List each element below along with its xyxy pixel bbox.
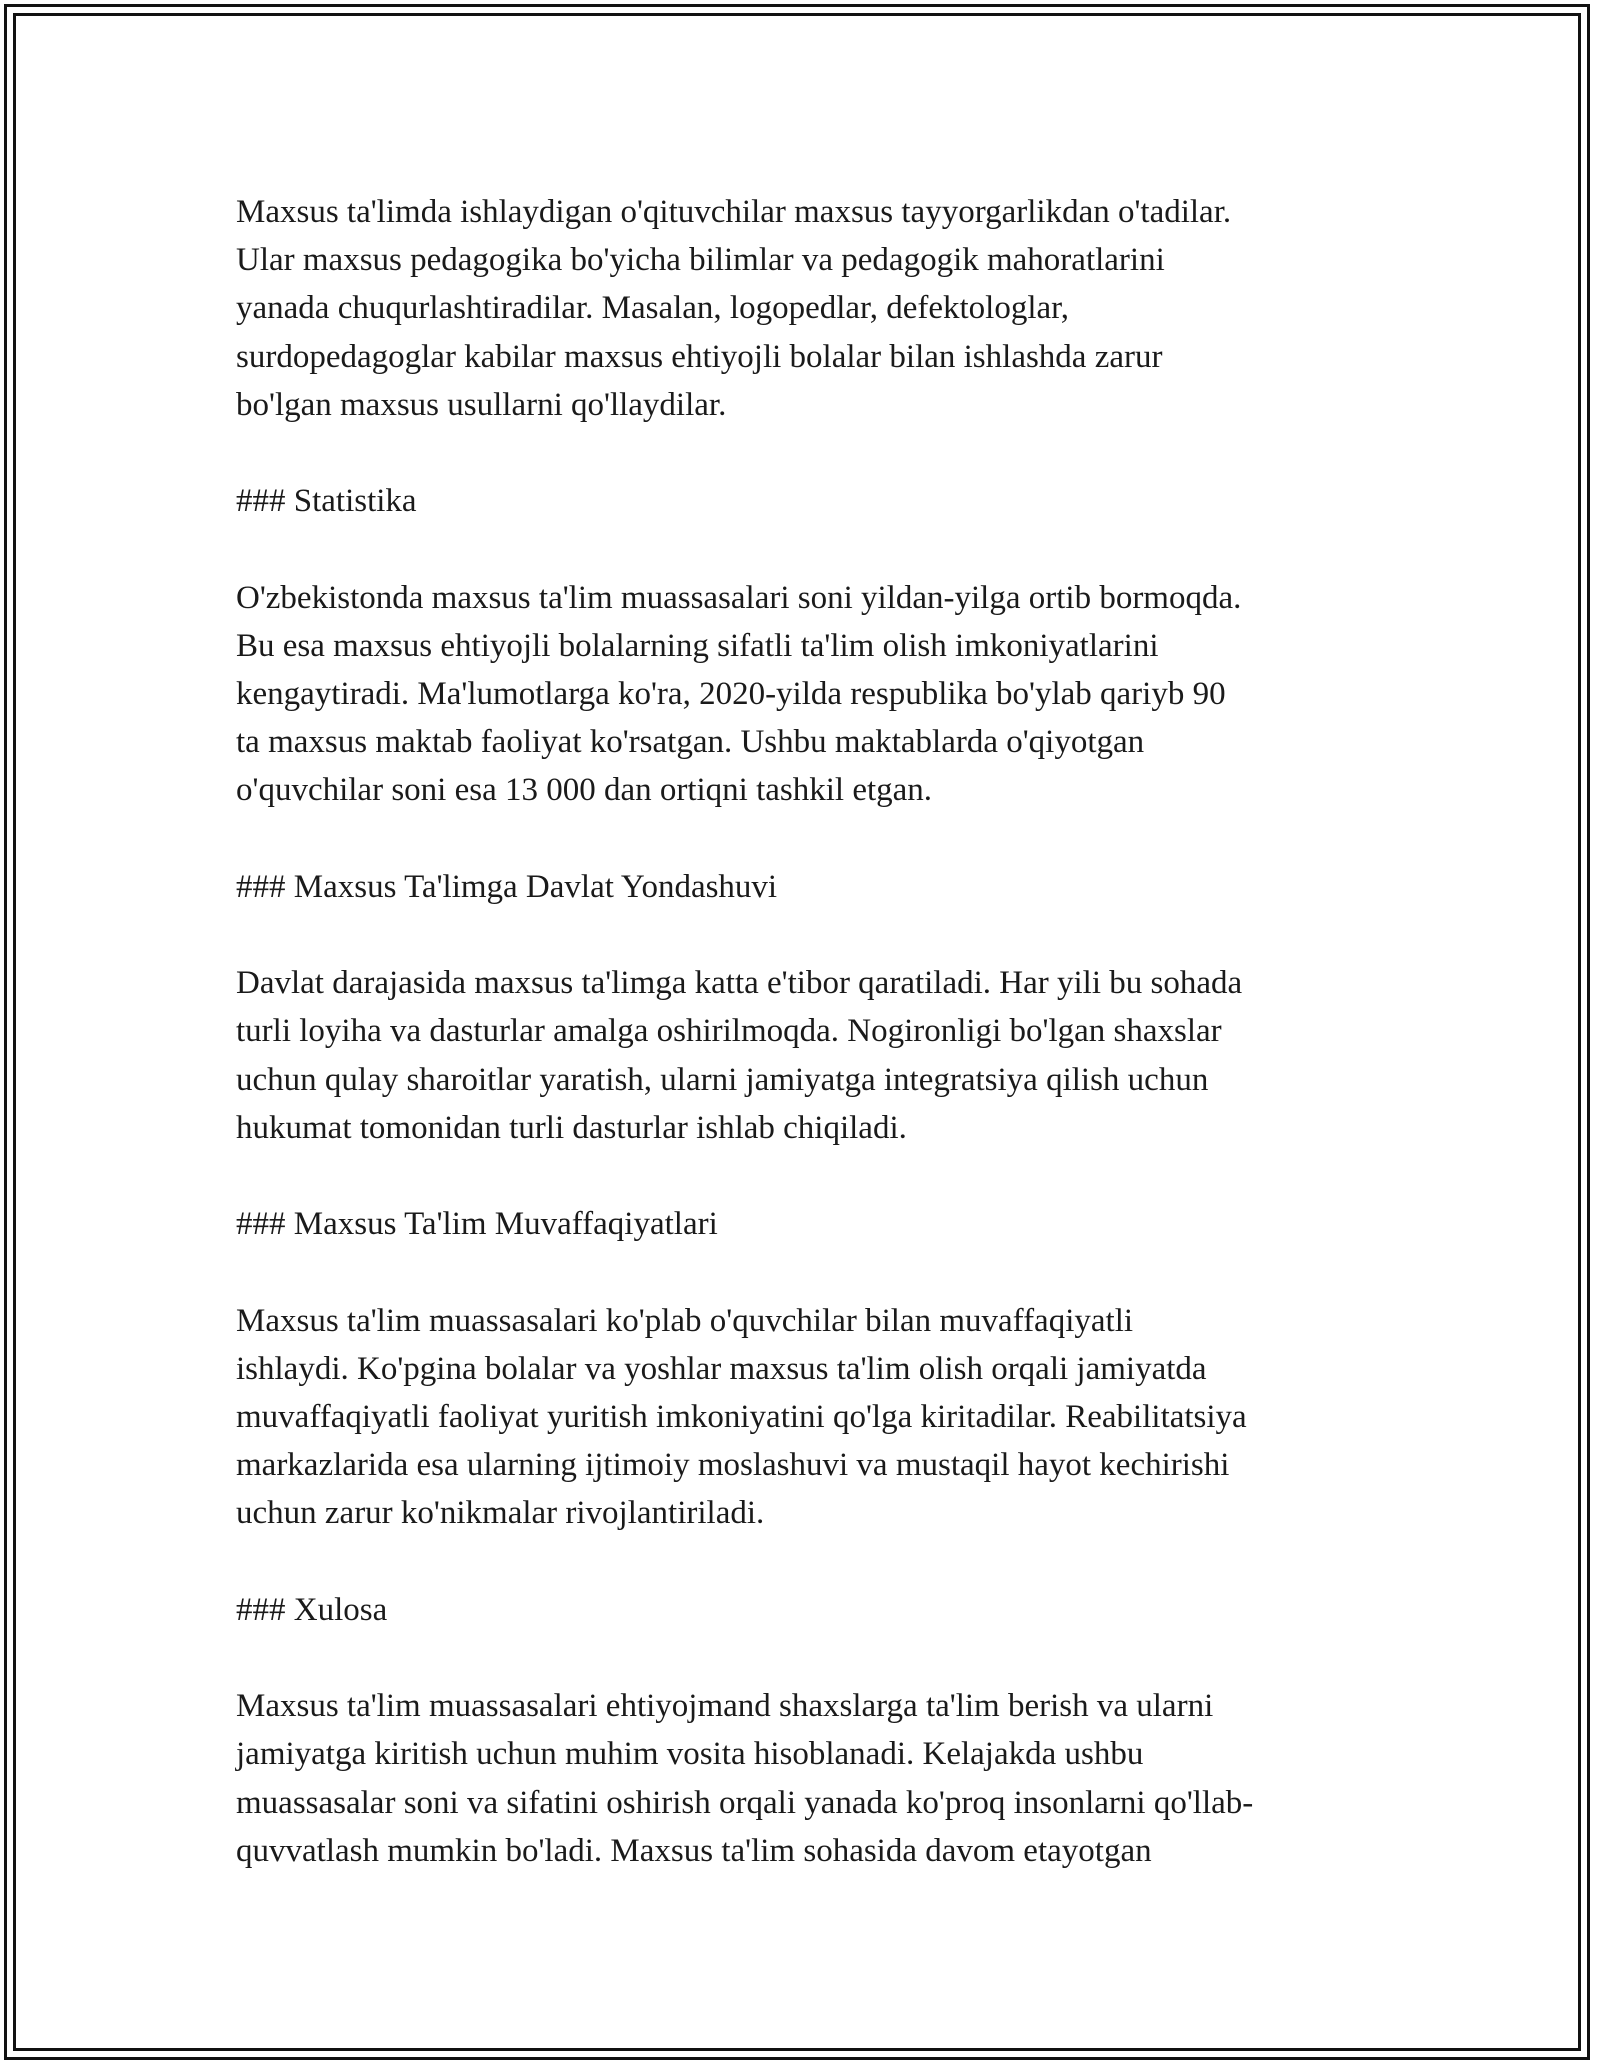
paragraph	[236, 1682, 1376, 1875]
text-line: quvvatlash mumkin bo'ladi. Maxsus ta'lim sohasida davom etayotgan	[236, 1832, 1152, 1869]
text-line: ishlaydi. Ko'pgina bolalar va yoshlar maxsus ta'lim olish orqali jamiyatda	[236, 1350, 1207, 1387]
text-line: kengaytiradi. Ma'lumotlarga ko'ra, 2020-yilda respublika bo'ylab qariyb 90	[236, 676, 1226, 712]
text-line: muassasalar soni va sifatini oshirish orqali yanada ko'proq insonlarni qo'llab-	[236, 1784, 1254, 1821]
paragraph	[236, 574, 1376, 815]
text-line: jamiyatga kiritish uchun muhim vosita hisoblanadi. Kelajakda ushbu	[236, 1736, 1144, 1773]
text-line: Bu esa maxsus ehtiyojli bolalarning sifatli ta'lim olish imkoniyatlarini	[236, 627, 1159, 664]
text-line: muvaffaqiyatli faoliyat yuritish imkoniyatini qo'lga kiritadilar. Reabilitatsiya	[236, 1398, 1247, 1435]
text-line: Davlat darajasida maxsus ta'limga katta e'tibor qaratiladi. Har yili bu sohada	[236, 965, 1243, 1002]
text-line: Maxsus ta'lim muassasalari ehtiyojmand shaxslarga ta'lim berish va ularni	[236, 1688, 1214, 1725]
paragraph	[236, 188, 1376, 429]
text-line: Maxsus ta'lim muassasalari ko'plab o'quvchilar bilan muvaffaqiyatli	[236, 1302, 1134, 1339]
section-heading-muvaffaqiyatlari	[236, 1200, 1376, 1248]
text-line: bo'lgan maxsus usullarni qo'llaydilar.	[236, 386, 727, 423]
text-line: uchun qulay sharoitlar yaratish, ularni jamiyatga integratsiya qilish uchun	[236, 1061, 1209, 1098]
paragraph	[236, 1297, 1376, 1538]
section-heading-xulosa	[236, 1586, 1376, 1634]
section-heading-statistika	[236, 477, 1376, 525]
text-line: yanada chuqurlashtiradilar. Masalan, logopedlar, defektologlar,	[236, 290, 1070, 327]
text-line: ta maxsus maktab faoliyat ko'rsatgan. Ushbu maktablarda o'qiyotgan	[236, 724, 1145, 761]
heading-text: ### Statistika	[236, 483, 417, 520]
text-line: Maxsus ta'limda ishlaydigan o'qituvchilar maxsus tayyorgarlikdan o'tadilar.	[236, 194, 1232, 230]
text-line: Ular maxsus pedagogika bo'yicha bilimlar va pedagogik mahoratlarini	[236, 242, 1165, 279]
text-line: hukumat tomonidan turli dasturlar ishlab chiqiladi.	[236, 1109, 907, 1146]
text-line: o'quvchilar soni esa 13 000 dan ortiqni tashkil etgan.	[236, 772, 933, 809]
text-line: O'zbekistonda maxsus ta'lim muassasalari soni yildan-yilga ortib bormoqda.	[236, 579, 1242, 616]
text-line: uchun zarur ko'nikmalar rivojlantiriladi.	[236, 1495, 765, 1532]
text-line: surdopedagoglar kabilar maxsus ehtiyojli bolalar bilan ishlashda zarur	[236, 338, 1163, 375]
document-body	[236, 188, 1376, 1923]
paragraph	[236, 959, 1376, 1152]
text-line: turli loyiha va dasturlar amalga oshirilmoqda. Nogironligi bo'lgan shaxslar	[236, 1013, 1222, 1050]
heading-text: ### Xulosa	[236, 1591, 388, 1628]
text-line: markazlarida esa ularning ijtimoiy moslashuvi va mustaqil hayot kechirishi	[236, 1447, 1230, 1484]
section-heading-davlat-yondashuvi	[236, 863, 1376, 911]
heading-text: ### Maxsus Ta'lim Muvaffaqiyatlari	[236, 1206, 718, 1243]
heading-text: ### Maxsus Ta'limga Davlat Yondashuvi	[236, 868, 778, 905]
